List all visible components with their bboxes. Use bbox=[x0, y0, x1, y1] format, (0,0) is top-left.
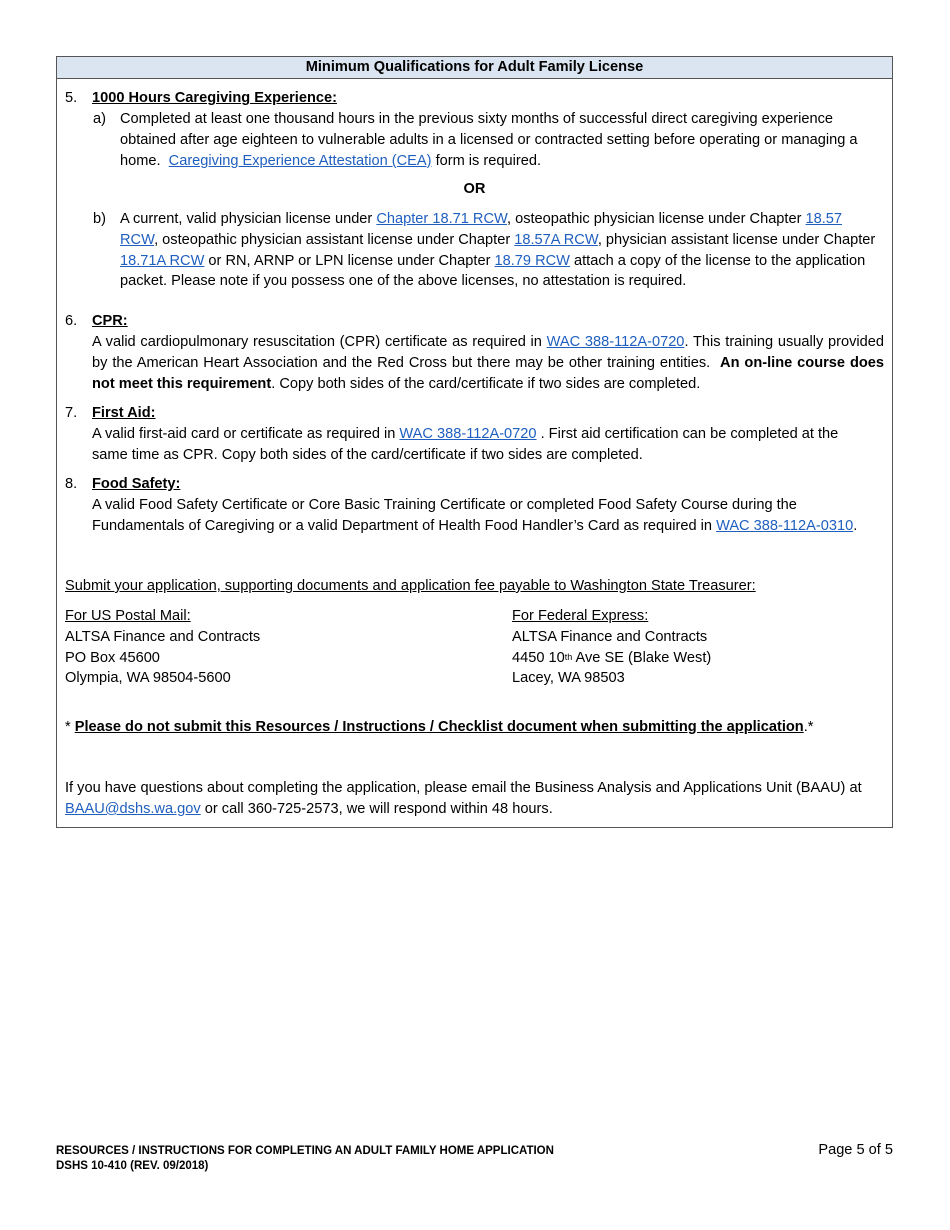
item-7-text bbox=[92, 424, 878, 466]
questions-t2: or call 360-725-2573, we will respond within 48 hours. bbox=[204, 800, 553, 817]
wac-0720-cpr-link[interactable]: WAC 388-112A-0720 bbox=[546, 334, 685, 350]
item-5a-text bbox=[120, 109, 878, 171]
questions-text bbox=[65, 778, 862, 820]
rcw-18-71-link[interactable]: Chapter 18.71 RCW bbox=[376, 211, 507, 227]
fedex-street-suffix: th bbox=[564, 651, 573, 662]
notice-suffix: .* bbox=[803, 719, 814, 735]
item-5b-t4: , physician assistant license under Chapter bbox=[597, 231, 876, 248]
rcw-18-71a-link[interactable]: 18.71A RCW bbox=[120, 252, 205, 269]
item-7-number: 7. bbox=[65, 405, 78, 421]
item-8-text bbox=[92, 495, 878, 537]
item-7-heading: First Aid: bbox=[92, 405, 156, 421]
submit-heading: Submit your application, supporting documents and application fee payable to Washington State Treasurer: bbox=[65, 578, 756, 594]
footer-form-info bbox=[56, 1144, 554, 1174]
item-5a-label: a) bbox=[93, 111, 106, 127]
baau-email-link[interactable]: BAAU@dshs.wa.gov bbox=[65, 800, 201, 817]
postal-line-2: PO Box 45600 bbox=[65, 649, 160, 666]
item-8-number: 8. bbox=[65, 476, 78, 492]
postal-line-1: ALTSA Finance and Contracts bbox=[65, 628, 261, 645]
item-5a-after: form is required. bbox=[435, 152, 541, 169]
item-6-bold: An on-line course does not meet this requirement bbox=[92, 354, 885, 392]
item-5b-text bbox=[120, 209, 878, 292]
fedex-line-1: ALTSA Finance and Contracts bbox=[512, 628, 708, 645]
wac-0310-link[interactable]: WAC 388-112A-0310 bbox=[716, 517, 854, 534]
fedex-line-3: Lacey, WA 98503 bbox=[512, 670, 625, 687]
item-5-number: 5. bbox=[65, 90, 78, 106]
box-title: Minimum Qualifications for Adult Family License bbox=[57, 57, 892, 79]
item-5-heading: 1000 Hours Caregiving Experience: bbox=[92, 90, 337, 106]
item-6-number: 6. bbox=[65, 313, 78, 329]
footer-form-number: DSHS 10-410 (REV. 09/2018) bbox=[56, 1160, 209, 1172]
rcw-18-57a-link[interactable]: 18.57A RCW bbox=[514, 231, 598, 248]
item-5a-body: Completed at least one thousand hours in the previous sixty months of successful direct caregiving experience obtained after age eighteen to vulnerable adults in a licensed or contracted setting before operating or managing a home. bbox=[120, 111, 858, 169]
item-6-text bbox=[92, 332, 884, 394]
postal-address bbox=[65, 606, 465, 689]
item-5b-t5: or RN, ARNP or LPN license under Chapter bbox=[208, 252, 491, 269]
postal-heading: For US Postal Mail: bbox=[65, 608, 191, 624]
item-7-t1: A valid first-aid card or certificate as required in bbox=[92, 426, 396, 442]
or-separator: OR bbox=[463, 181, 486, 197]
item-6-t1: A valid cardiopulmonary resuscitation (CPR) certificate as required in bbox=[92, 334, 542, 350]
item-5b-label: b) bbox=[93, 211, 106, 227]
wac-0720-firstaid-link[interactable]: WAC 388-112A-0720 bbox=[399, 426, 537, 442]
item-5b-t3: , osteopathic physician assistant license under Chapter bbox=[154, 231, 511, 248]
item-8-t1: A valid Food Safety Certificate or Core Basic Training Certificate or completed Food Safety Course during the Fundamentals of Caregiving or a valid Department of Health Food Handler’s Card as required in bbox=[92, 497, 797, 534]
footer-title: RESOURCES / INSTRUCTIONS FOR COMPLETING AN ADULT FAMILY HOME APPLICATION bbox=[56, 1145, 554, 1157]
notice-bold: Please do not submit this Resources / Instructions / Checklist document when submitting the application bbox=[74, 719, 804, 735]
rcw-18-57-link[interactable]: 18.57 RCW bbox=[120, 211, 843, 248]
postal-line-3: Olympia, WA 98504-5600 bbox=[65, 670, 231, 687]
fedex-heading: For Federal Express: bbox=[512, 608, 649, 624]
questions-t1: If you have questions about completing the application, please email the Business Analysis and Applications Unit (BAAU) at bbox=[65, 780, 862, 796]
item-8-t2: . bbox=[853, 517, 858, 534]
item-6-heading: CPR: bbox=[92, 313, 128, 329]
fedex-line-2 bbox=[512, 648, 882, 669]
fedex-street-number: 4450 10 bbox=[512, 649, 565, 666]
cea-form-link[interactable]: Caregiving Experience Attestation (CEA) bbox=[168, 152, 432, 169]
fedex-street-name: Ave SE (Blake West) bbox=[572, 649, 712, 666]
item-6-t2: . This training usually provided by the American Heart Association and the Red Cross but there may be other training entities. bbox=[92, 334, 884, 371]
item-5b-t2: , osteopathic physician license under Chapter bbox=[506, 211, 802, 227]
item-8-heading: Food Safety: bbox=[92, 476, 181, 492]
item-6-t3: . Copy both sides of the card/certificate if two sides are completed. bbox=[271, 375, 701, 392]
qualifications-box bbox=[56, 56, 893, 828]
notice-prefix: * bbox=[65, 719, 75, 735]
item-7-t2: . First aid certification can be completed at the same time as CPR. Copy both sides of the card/certificate if two sides are completed. bbox=[92, 426, 839, 463]
item-5b-t1: A current, valid physician license under bbox=[120, 211, 373, 227]
item-5b-t6: attach a copy of the license to the application packet. Please note if you possess one of the above licenses, no attestation is required. bbox=[120, 252, 866, 290]
rcw-18-79-link[interactable]: 18.79 RCW bbox=[494, 252, 570, 269]
do-not-submit-notice bbox=[65, 717, 884, 738]
fedex-address bbox=[512, 606, 882, 689]
page-number: Page 5 of 5 bbox=[818, 1142, 893, 1158]
